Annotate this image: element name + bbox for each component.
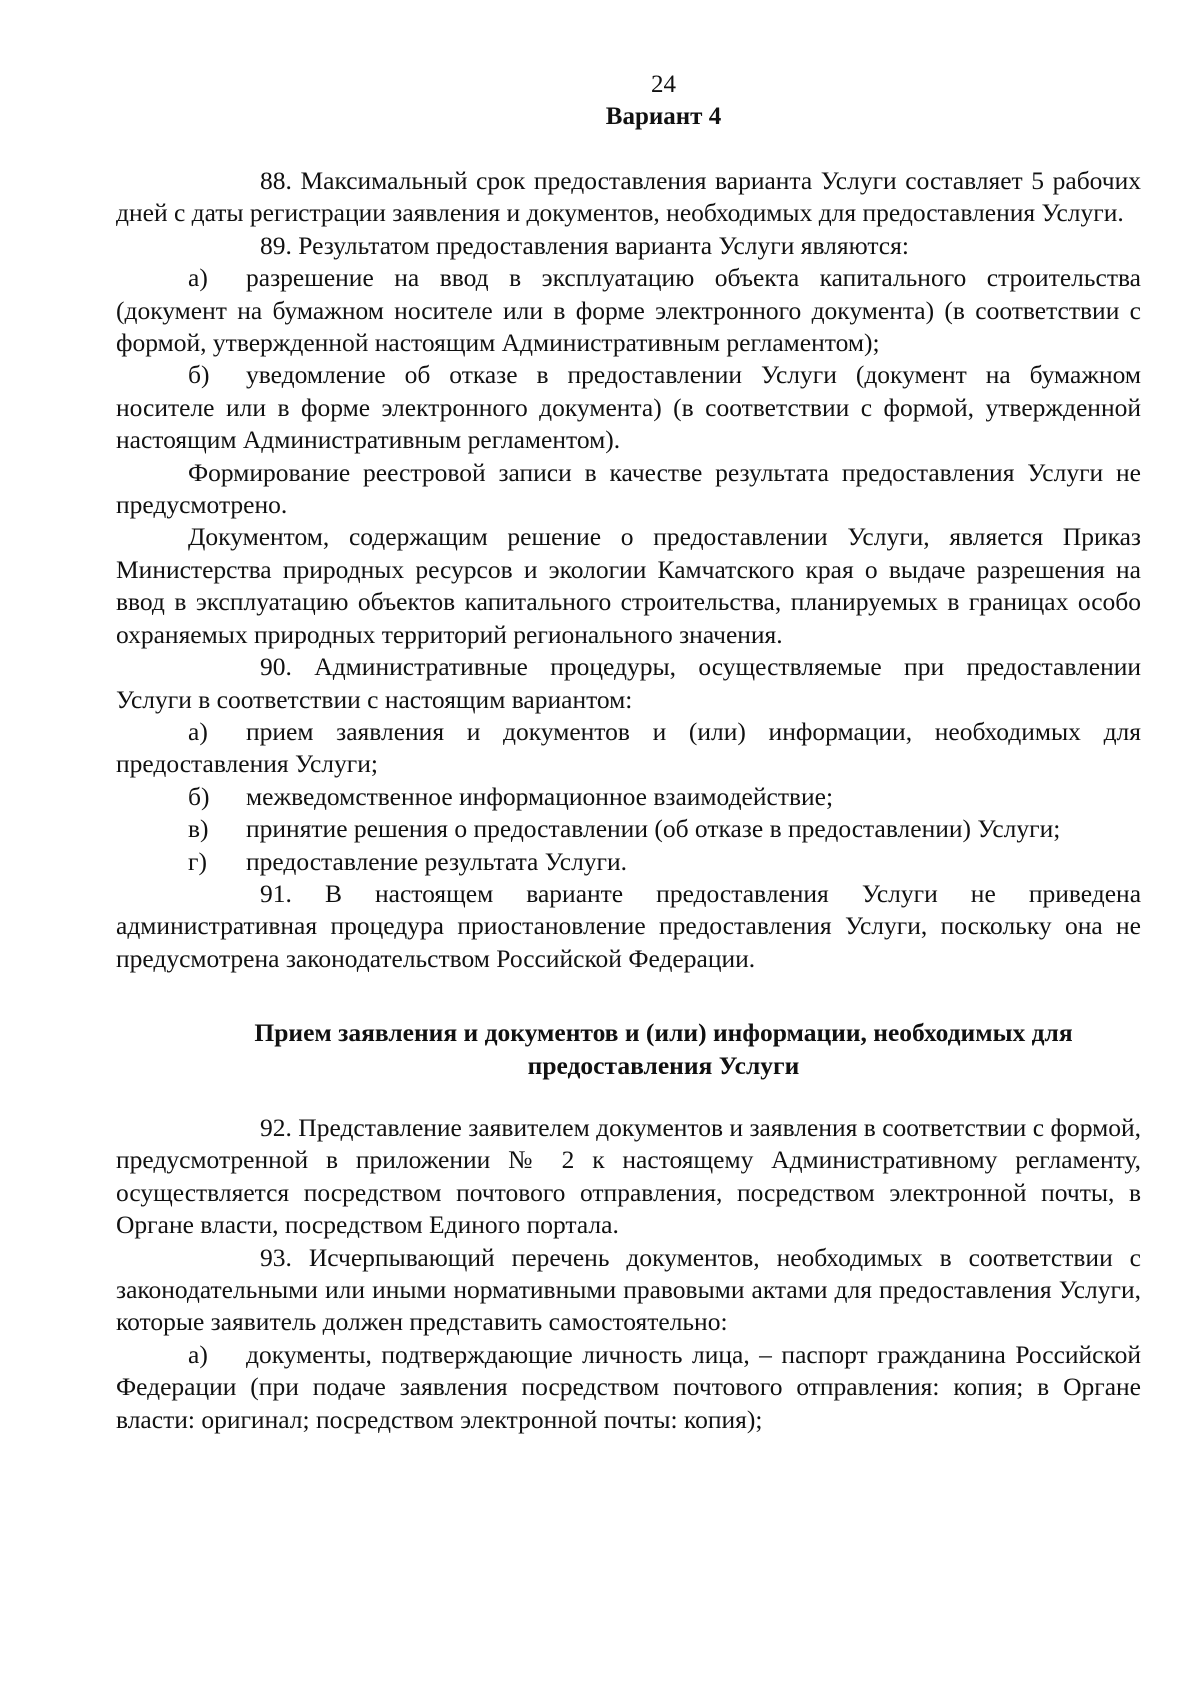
list-item-93-a	[116, 1339, 1141, 1436]
list-item-text: предоставление результата Услуги.	[246, 846, 628, 876]
paragraph-92	[116, 1112, 1141, 1242]
paragraph-text: Результатом предоставления варианта Услуги являются:	[298, 230, 909, 260]
section-heading-line-1: Прием заявления и документов и (или) информации, необходимых для	[254, 1018, 1073, 1048]
list-item-letter: а)	[188, 263, 208, 293]
list-item-letter: б)	[188, 781, 210, 811]
paragraph-number: 89.	[260, 230, 292, 260]
list-item-90-a	[116, 716, 1141, 781]
list-item-90-b	[116, 781, 1141, 813]
paragraph-number: 88.	[260, 166, 292, 195]
list-item-text: разрешение на ввод в эксплуатацию объекта капитального строительства (документ на бумажном носителе или в форме электронного документа) (в соответствии с формой, утвержденной настоящим Административным регламентом);	[116, 263, 1141, 358]
list-item-text: документы, подтверждающие личность лица, – паспорт гражданина Российской Федерации (при подаче заявления посредством почтового отправления: копия; в Органе власти: оригинал; посредством электронной почты: копия);	[116, 1339, 1141, 1434]
paragraph-number: 92.	[260, 1112, 292, 1142]
list-item-letter: а)	[188, 716, 208, 746]
list-item-text: межведомственное информационное взаимодействие;	[246, 781, 834, 811]
list-item-90-v	[116, 813, 1141, 845]
paragraph-number: 91.	[260, 878, 292, 908]
paragraph-number: 90.	[260, 652, 292, 682]
list-item-text: уведомление об отказе в предоставлении Услуги (документ на бумажном носителе или в форме электронного документа) (в соответствии с формой, утвержденной настоящим Административным регламентом).	[116, 360, 1141, 455]
paragraph-88	[116, 165, 1141, 230]
list-item-89-b	[116, 359, 1141, 456]
paragraph-text: В настоящем варианте предоставления Услуги не приведена административная процедура приостановление предоставления Услуги, поскольку она не предусмотрена законодательством Российской Федерации.	[116, 878, 1142, 973]
list-item-90-g	[116, 846, 1141, 878]
paragraph-text: Административные процедуры, осуществляемые при предоставлении Услуги в соответствии с настоящим вариантом:	[116, 652, 1142, 714]
list-item-text: прием заявления и документов и (или) информации, необходимых для предоставления Услуги;	[116, 716, 1141, 779]
list-item-text: принятие решения о предоставлении (об отказе в предоставлении) Услуги;	[246, 814, 1061, 844]
list-item-letter: г)	[188, 846, 207, 876]
paragraph-90	[116, 651, 1141, 716]
paragraph-93	[116, 1242, 1141, 1339]
page-number: 24	[651, 71, 676, 98]
list-item-letter: в)	[188, 814, 209, 844]
paragraph-text: Исчерпывающий перечень документов, необходимых в соответствии с законодательными или иными нормативными правовыми актами для предоставления Услуги, которые заявитель должен представить самостоятельно:	[116, 1242, 1141, 1337]
paragraph-89	[116, 230, 1141, 262]
paragraph-text: Максимальный срок предоставления варианта Услуги составляет 5 рабочих дней с даты регистрации заявления и документов, необходимых для предоставления Услуги.	[116, 166, 1141, 228]
paragraph-decision: Документом, содержащим решение о предоставлении Услуги, является Приказ Министерства природных ресурсов и экологии Камчатского края о выдаче разрешения на ввод в эксплуатацию объектов капитального строительства, планируемых в границах особо охраняемых природных территорий регионального значения.	[116, 522, 1141, 649]
paragraph-91	[116, 878, 1141, 975]
section-heading-line-2: предоставления Услуги	[527, 1050, 800, 1080]
variant-title: Вариант 4	[605, 103, 722, 130]
list-item-letter: а)	[188, 1339, 208, 1369]
paragraph-registry: Формирование реестровой записи в качестве результата предоставления Услуги не предусмотрено.	[116, 457, 1141, 520]
section-heading	[186, 1017, 1141, 1082]
document-body	[116, 165, 1141, 1436]
list-item-89-a	[116, 262, 1141, 359]
paragraph-number: 93.	[260, 1242, 292, 1272]
paragraph-text: Представление заявителем документов и заявления в соответствии с формой, предусмотренной в приложении № 2 к настоящему Административному регламенту, осуществляется посредством почтового отправления, посредством электронной почты, в Органе власти, посредством Единого портала.	[116, 1112, 1141, 1240]
list-item-letter: б)	[188, 360, 210, 390]
